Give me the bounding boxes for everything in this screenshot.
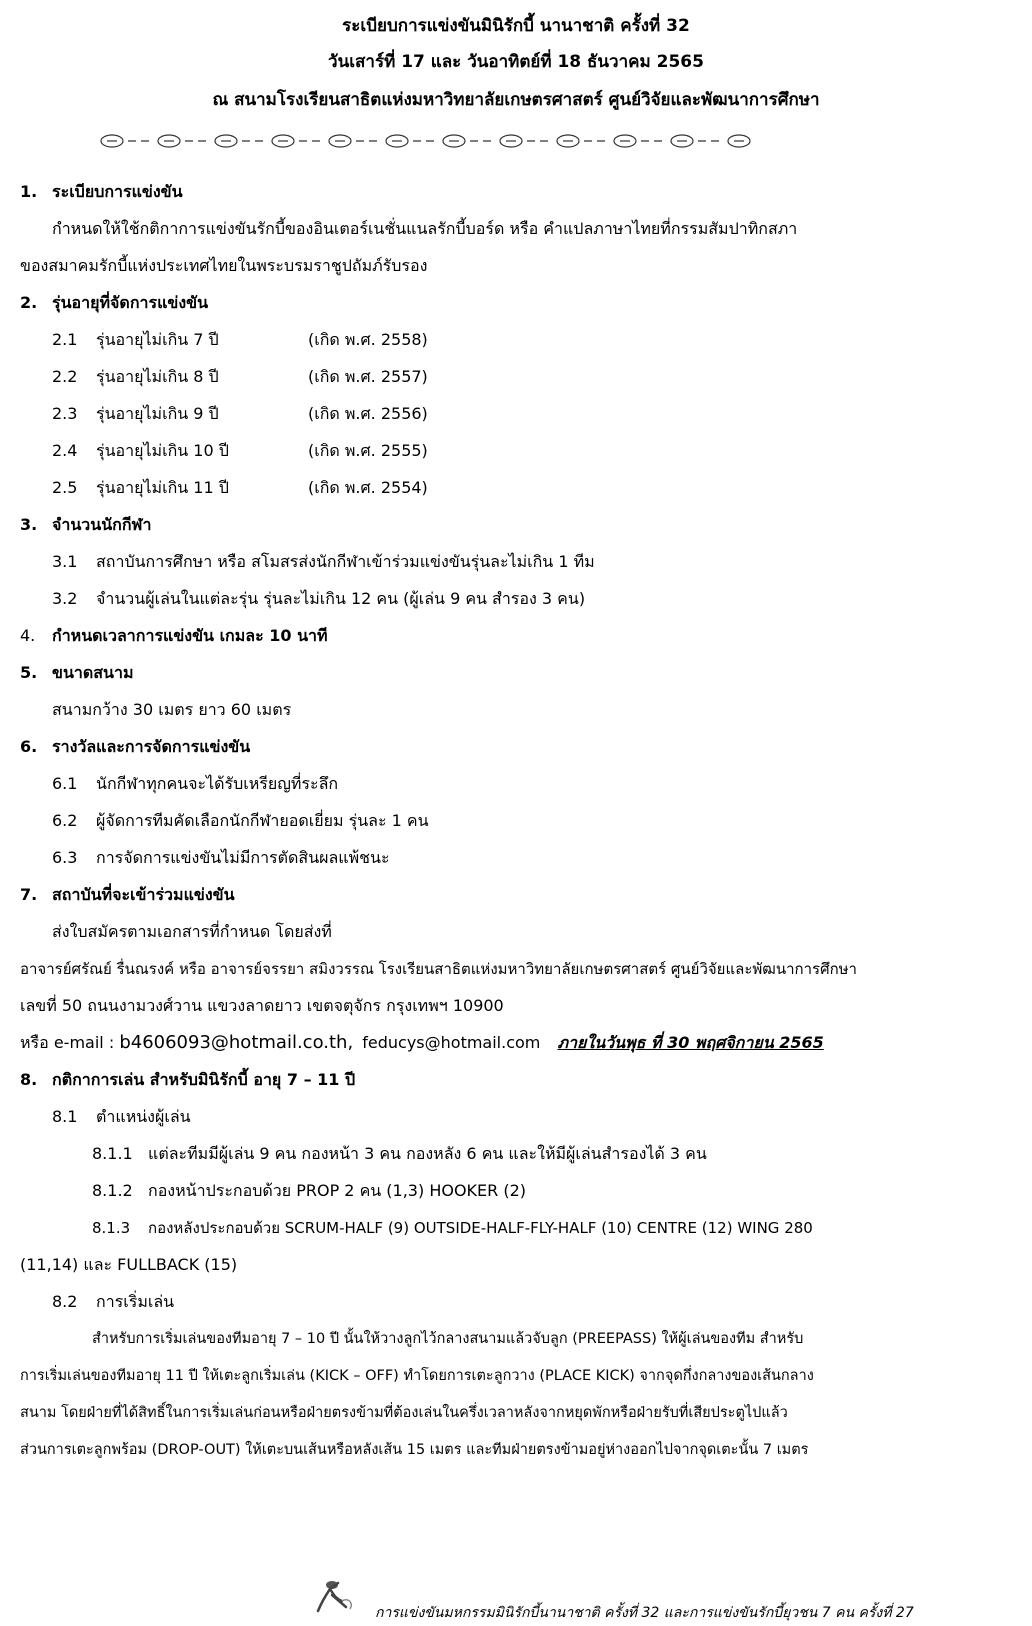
list-item — [52, 551, 595, 573]
item-year: (เกิด พ.ศ. 2555) — [308, 441, 428, 460]
item-number: 2.1 — [52, 330, 78, 349]
rugby-ball-chain-divider-icon — [100, 131, 790, 151]
section-6-title: รางวัลและการจัดการแข่งขัน — [52, 737, 251, 756]
section-6-number: 6. — [20, 737, 38, 756]
item-text: กองหน้าประกอบด้วย PROP 2 คน (1,3) HOOKER (2) — [148, 1181, 526, 1200]
item-number: 2.2 — [52, 367, 78, 386]
item-text: สถาบันการศึกษา หรือ สโมสรส่งนักกีฬาเข้าร่วมแข่งขันรุ่นละไม่เกิน 1 ทีม — [96, 552, 595, 571]
item-text: การจัดการแข่งขันไม่มีการตัดสินผลแพ้ชนะ — [96, 848, 390, 867]
deadline-text: ภายในวันพุธ ที่ 30 พฤศจิกายน 2565 — [557, 1033, 824, 1052]
item-text: การเริ่มเล่น — [96, 1292, 175, 1311]
section-8-heading — [20, 1069, 355, 1091]
list-item — [52, 477, 428, 499]
list-item — [52, 366, 428, 388]
document-venue: ณ สนามโรงเรียนสาธิตแห่งมหาวิทยาลัยเกษตรศาสตร์ ศูนย์วิจัยและพัฒนาการศึกษา — [212, 90, 820, 110]
section-1-line-2: ของสมาคมรักบี้แห่งประเทศไทยในพระบรมราชูปถัมภ์รับรอง — [20, 256, 428, 275]
section-2-title: รุ่นอายุที่จัดการแข่งขัน — [52, 293, 209, 312]
list-item — [92, 1217, 813, 1239]
section-4-heading — [20, 625, 328, 647]
item-number: 8.1.2 — [92, 1181, 133, 1200]
footer-text: การแข่งขันมหกรรมมินิรักบี้นานาชาติ ครั้งที่ 32 และการแข่งขันรักบี้ยุวชน 7 คน ครั้งที่ 27 — [375, 1605, 914, 1621]
item-label: รุ่นอายุไม่เกิน 11 ปี — [96, 478, 229, 497]
item-number: 6.3 — [52, 848, 78, 867]
section-5-title: ขนาดสนาม — [52, 663, 134, 682]
section-7-heading — [20, 884, 235, 906]
document-title: ระเบียบการแข่งขันมินิรักบี้ นานาชาติ ครั้งที่ 32 — [342, 16, 690, 36]
paragraph-line-1: สำหรับการเริ่มเล่นของทีมอายุ 7 – 10 ปี นั้นให้วางลูกไว้กลางสนามแล้วจับลูก (PREEPASS) ให้ผู้เล่นของทีม สำหรับ — [92, 1331, 804, 1347]
section-2-heading — [20, 292, 208, 314]
section-6-heading — [20, 736, 250, 758]
section-7-line-1: ส่งใบสมัครตามเอกสารที่กำหนด โดยส่งที่ — [52, 922, 332, 941]
section-5-text: สนามกว้าง 30 เมตร ยาว 60 เมตร — [52, 700, 292, 719]
section-7-number: 7. — [20, 885, 38, 904]
email-link-1[interactable]: b4606093@hotmail.co.th, — [119, 1032, 354, 1053]
item-year: (เกิด พ.ศ. 2556) — [308, 404, 428, 423]
section-3-title: จำนวนนักกีฬา — [52, 515, 152, 534]
list-item — [52, 847, 390, 869]
email-link-2[interactable]: feducys@hotmail.com — [362, 1033, 541, 1052]
item-label: รุ่นอายุไม่เกิน 8 ปี — [96, 367, 219, 386]
list-item — [52, 773, 338, 795]
list-item — [52, 329, 428, 351]
item-text: ผู้จัดการทีมคัดเลือกนักกีฬายอดเยี่ยม รุ่นละ 1 คน — [96, 811, 429, 830]
document-dates: วันเสาร์ที่ 17 และ วันอาทิตย์ที่ 18 ธันวาคม 2565 — [328, 52, 704, 72]
rugby-player-logo-icon — [312, 1577, 360, 1617]
section-3-heading — [20, 514, 151, 536]
subsection-8-2-heading — [52, 1291, 174, 1313]
contact-email-line — [20, 1032, 824, 1054]
section-2-number: 2. — [20, 293, 38, 312]
item-number: 3.2 — [52, 589, 78, 608]
section-7-title: สถาบันที่จะเข้าร่วมแข่งขัน — [52, 885, 235, 904]
section-5-number: 5. — [20, 663, 38, 682]
section-1-line-1: กำหนดให้ใช้กติกาการแข่งขันรักบี้ของอินเตอร์เนชั่นแนลรักบี้บอร์ด หรือ คำแปลภาษาไทยที่กรรมสัมปาทิกสภา — [52, 219, 798, 238]
item-text: จำนวนผู้เล่นในแต่ละรุ่น รุ่นละไม่เกิน 12 คน (ผู้เล่น 9 คน สำรอง 3 คน) — [96, 589, 586, 608]
item-text: แต่ละทีมมีผู้เล่น 9 คน กองหน้า 3 คน กองหลัง 6 คน และให้มีผู้เล่นสำรองได้ 3 คน — [148, 1144, 707, 1163]
list-item — [52, 588, 585, 610]
item-year: (เกิด พ.ศ. 2554) — [308, 478, 428, 497]
item-number: 8.1 — [52, 1107, 78, 1126]
email-prefix: หรือ e-mail : — [20, 1033, 115, 1052]
section-8-title: กติกาการเล่น สำหรับมินิรักบี้ อายุ 7 – 11 ปี — [52, 1070, 356, 1089]
section-1-title: ระเบียบการแข่งขัน — [52, 182, 183, 201]
item-label: รุ่นอายุไม่เกิน 7 ปี — [96, 330, 219, 349]
section-7-line-2: อาจารย์ศรัณย์ รื่นณรงค์ หรือ อาจารย์จรรยา สมิงวรรณ โรงเรียนสาธิตแห่งมหาวิทยาลัยเกษตรศาสตร์ ศูนย์วิจัยและพัฒนาการศึกษา — [20, 960, 857, 978]
list-item — [52, 403, 428, 425]
item-number: 2.4 — [52, 441, 78, 460]
item-text: ตำแหน่งผู้เล่น — [96, 1107, 191, 1126]
section-4-number: 4. — [20, 626, 36, 645]
section-1-heading — [20, 181, 183, 203]
item-number: 8.1.1 — [92, 1144, 133, 1163]
item-number: 8.1.3 — [92, 1219, 131, 1237]
item-label: รุ่นอายุไม่เกิน 9 ปี — [96, 404, 219, 423]
item-number: 6.1 — [52, 774, 78, 793]
list-item — [52, 810, 429, 832]
item-text: นักกีฬาทุกคนจะได้รับเหรียญที่ระลึก — [96, 774, 339, 793]
item-number: 3.1 — [52, 552, 78, 571]
section-3-number: 3. — [20, 515, 38, 534]
item-year: (เกิด พ.ศ. 2558) — [308, 330, 428, 349]
list-item — [92, 1143, 707, 1165]
paragraph-line-2: การเริ่มเล่นของทีมอายุ 11 ปี ให้เตะลูกเริ่มเล่น (KICK – OFF) ทำโดยการเตะลูกวาง (PLACE KICK) จากจุดกึ่งกลางของเส้นกลาง — [20, 1368, 814, 1384]
section-5-heading — [20, 662, 133, 684]
section-1-number: 1. — [20, 182, 38, 201]
subsection-8-1-heading — [52, 1106, 191, 1128]
paragraph-line-4: ส่วนการเตะลูกพร้อม (DROP-OUT) ให้เตะบนเส้นหรือหลังเส้น 15 เมตร และทีมฝ่ายตรงข้ามอยู่ห่างออกไปจากจุดเตะนั้น 7 เมตร — [20, 1442, 809, 1458]
item-year: (เกิด พ.ศ. 2557) — [308, 367, 428, 386]
section-8-number: 8. — [20, 1070, 38, 1089]
subsection-8-1-continuation: (11,14) และ FULLBACK (15) — [20, 1255, 238, 1274]
list-item — [52, 440, 428, 462]
section-7-line-3: เลขที่ 50 ถนนงามวงศ์วาน แขวงลาดยาว เขตจตุจักร กรุงเทพฯ 10900 — [20, 996, 504, 1015]
item-text: กองหลังประกอบด้วย SCRUM-HALF (9) OUTSIDE-HALF-FLY-HALF (10) CENTRE (12) WING 280 — [148, 1219, 813, 1237]
paragraph-line-3: สนาม โดยฝ่ายที่ได้สิทธิ์ในการเริ่มเล่นก่อนหรือฝ่ายตรงข้ามที่ต้องเล่นในครึ่งเวลาหลังจากหยุดพักหรือฝ่ายรับที่เสียประตูไปแล้ว — [20, 1405, 788, 1421]
item-number: 8.2 — [52, 1292, 78, 1311]
item-number: 2.3 — [52, 404, 78, 423]
item-number: 2.5 — [52, 478, 78, 497]
item-label: รุ่นอายุไม่เกิน 10 ปี — [96, 441, 229, 460]
item-number: 6.2 — [52, 811, 78, 830]
list-item — [92, 1180, 526, 1202]
section-4-title: กำหนดเวลาการแข่งขัน เกมละ 10 นาที — [52, 626, 328, 645]
